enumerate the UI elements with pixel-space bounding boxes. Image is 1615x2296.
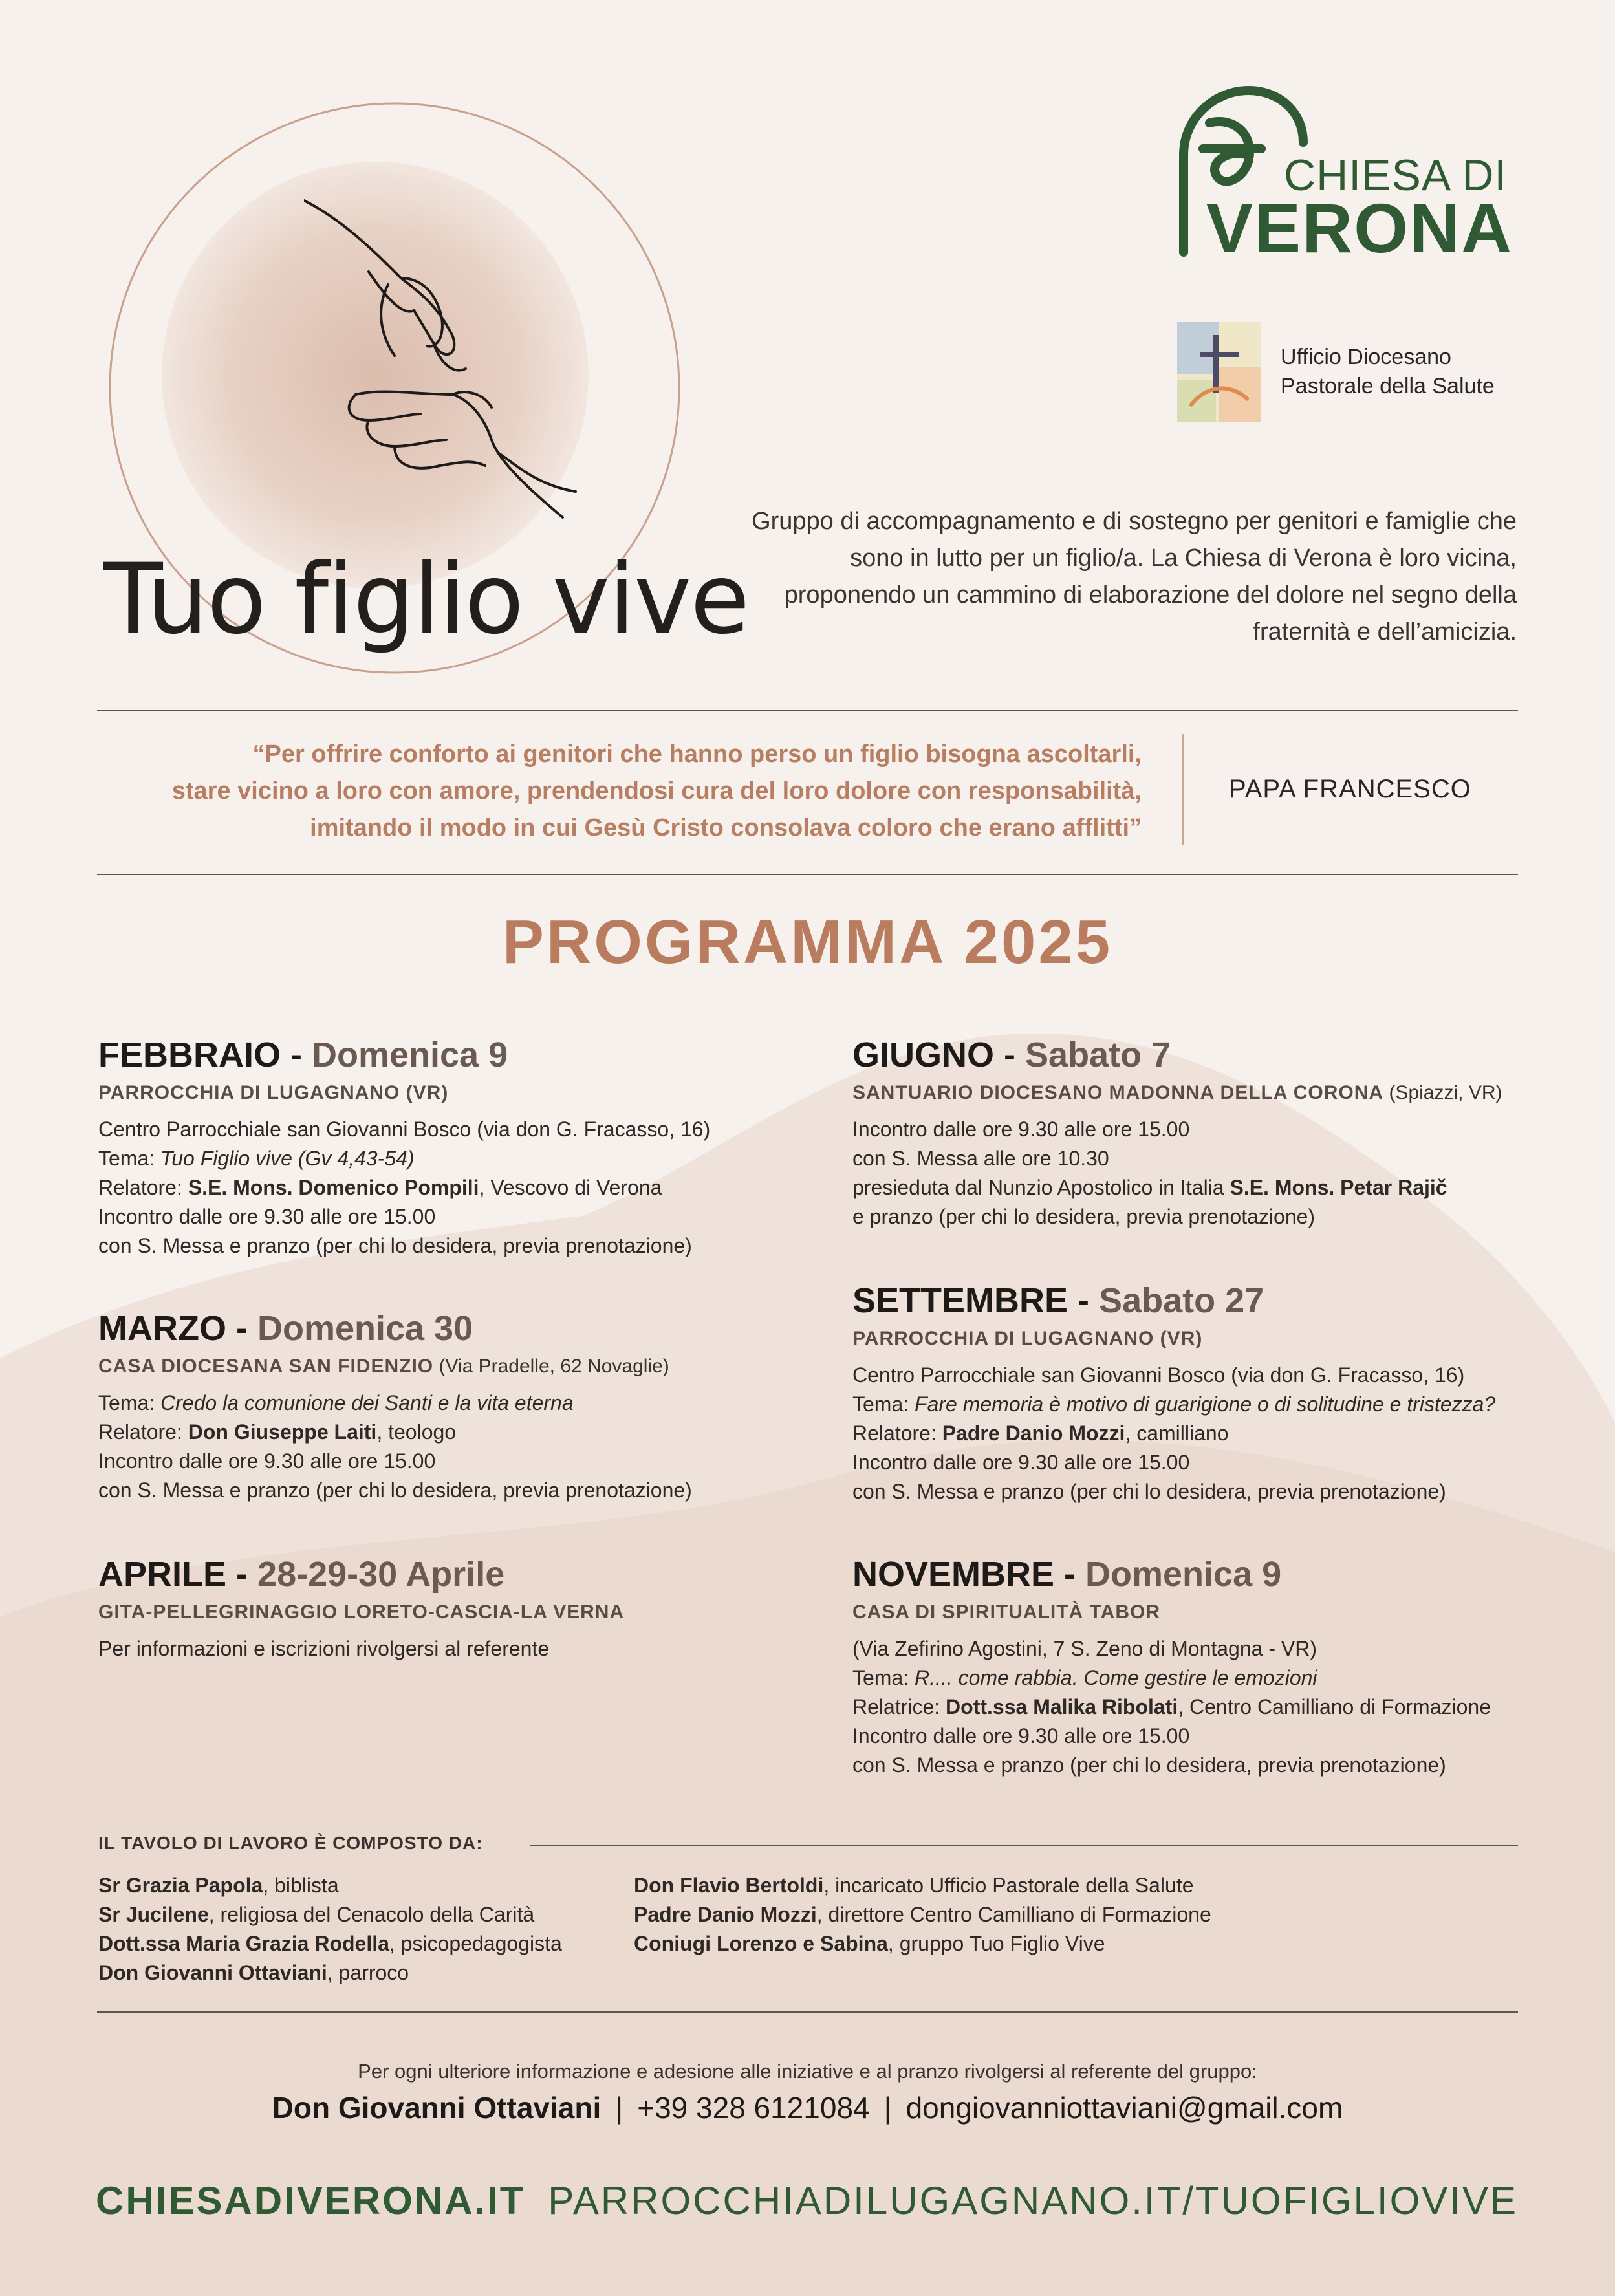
event-mass: con S. Messa e pranzo (per chi lo desidera, previa prenotazione) [98, 1478, 692, 1502]
event-theme [852, 1663, 1564, 1693]
event-theme [852, 1390, 1564, 1419]
event-details [98, 1389, 810, 1505]
speaker-role: , Vescovo di Verona [479, 1176, 662, 1199]
presider-name: S.E. Mons. Petar Rajič [1230, 1176, 1447, 1199]
event-place [98, 1354, 810, 1380]
event-month: SETTEMBRE [852, 1281, 1068, 1320]
speaker-name: Don Giuseppe Laiti [188, 1420, 377, 1444]
event-time: Incontro dalle ore 9.30 alle ore 15.00 [852, 1118, 1190, 1141]
event-speaker [852, 1693, 1564, 1722]
member-name: Dott.ssa Maria Grazia Rodella [98, 1932, 389, 1955]
label: Relatore: [98, 1176, 188, 1199]
divider-contact [97, 2011, 1518, 2013]
tavolo-title: IL TAVOLO DI LAVORO È COMPOSTO DA: [98, 1833, 483, 1853]
event-heading [98, 1306, 810, 1351]
event-speaker [98, 1173, 810, 1202]
label: presieduta dal Nunzio Apostolico in Italia [852, 1176, 1230, 1199]
event-presider [852, 1173, 1564, 1202]
theme-text: Tuo Figlio vive (Gv 4,43-54) [160, 1147, 415, 1170]
event-day: Domenica 9 [312, 1035, 508, 1074]
event-heading [852, 1032, 1564, 1078]
event-heading [852, 1278, 1564, 1323]
event-settembre [852, 1278, 1564, 1506]
contact-line [0, 2090, 1615, 2125]
event-mass: con S. Messa e pranzo (per chi lo desidera, previa prenotazione) [98, 1234, 692, 1257]
pope-quote [103, 736, 1142, 847]
pastorale-salute-icon [1177, 322, 1261, 422]
member-item [98, 1871, 562, 1900]
office-name [1281, 343, 1495, 401]
member-item [98, 1929, 562, 1958]
speaker-name: S.E. Mons. Domenico Pompili [188, 1176, 479, 1199]
place-name: CASA DIOCESANA SAN FIDENZIO [98, 1356, 434, 1377]
event-details [852, 1634, 1564, 1780]
place-name: SANTUARIO DIOCESANO MADONNA DELLA CORONA [852, 1082, 1384, 1103]
event-dash: - [1054, 1555, 1086, 1594]
event-day: 28-29-30 Aprile [257, 1555, 505, 1594]
event-aprile [98, 1552, 810, 1663]
member-role: , direttore Centro Camilliano di Formazione [816, 1903, 1211, 1926]
quote-author: PAPA FRANCESCO [1229, 775, 1471, 803]
theme-text: Credo la comunione dei Santi e la vita eterna [160, 1391, 574, 1414]
label: Tema: [852, 1666, 915, 1689]
member-role: , incaricato Ufficio Pastorale della Salute [823, 1874, 1194, 1897]
member-role: , biblista [263, 1874, 339, 1897]
member-name: Coniugi Lorenzo e Sabina [634, 1932, 888, 1955]
member-role: , gruppo Tuo Figlio Vive [887, 1932, 1105, 1955]
event-dash: - [1068, 1281, 1100, 1320]
member-name: Sr Jucilene [98, 1903, 209, 1926]
label: Relatore: [98, 1420, 188, 1444]
event-time: Incontro dalle ore 9.30 alle ore 15.00 [98, 1449, 436, 1473]
intro-paragraph: Gruppo di accompagnamento e di sostegno per genitori e famiglie che sono in lutto per un figlio/a. La Chiesa di Verona è loro vicina, proponendo un cammino di elaborazione del dolore nel segno della fraternità e dell’amicizia. [752, 508, 1517, 645]
event-place: CASA DI SPIRITUALITÀ TABOR [852, 1601, 1160, 1623]
member-item [98, 1958, 562, 1987]
member-name: Don Flavio Bertoldi [634, 1874, 824, 1897]
contact-phone[interactable]: +39 328 6121084 [637, 2091, 870, 2125]
member-name: Padre Danio Mozzi [634, 1903, 817, 1926]
website-chiesadiverona[interactable]: CHIESADIVERONA.IT [96, 2179, 526, 2222]
event-address: (Via Zefirino Agostini, 7 S. Zeno di Montagna - VR) [852, 1637, 1317, 1660]
quote-line-2: stare vicino a loro con amore, prendendosi cura del loro dolore con responsabilità, [171, 777, 1142, 805]
event-month: APRILE [98, 1555, 227, 1594]
speaker-role: , Centro Camilliano di Formazione [1178, 1695, 1491, 1718]
members-left [98, 1871, 562, 1987]
place-address: (Via Pradelle, 62 Novaglie) [433, 1356, 669, 1377]
member-role: , religiosa del Cenacolo della Carità [208, 1903, 535, 1926]
event-month: FEBBRAIO [98, 1035, 281, 1074]
event-heading [98, 1032, 810, 1078]
label: Tema: [852, 1392, 915, 1416]
event-day: Domenica 30 [257, 1309, 473, 1348]
event-dash: - [226, 1555, 258, 1594]
member-item [98, 1900, 562, 1929]
event-place: PARROCCHIA DI LUGAGNANO (VR) [98, 1082, 449, 1103]
hands-illustration [304, 181, 602, 543]
quote-line-1: “Per offrire conforto ai genitori che hanno perso un figlio bisogna ascoltarli, [252, 741, 1142, 768]
divider-top [97, 710, 1518, 711]
logo-text-verona: VERONA [1206, 189, 1513, 267]
contact-separator: | [615, 2091, 623, 2125]
label: Tema: [98, 1147, 161, 1170]
event-month: NOVEMBRE [852, 1555, 1055, 1594]
label: Tema: [98, 1391, 161, 1414]
event-speaker [852, 1419, 1564, 1448]
divider-programma [97, 874, 1518, 875]
event-heading [98, 1552, 810, 1597]
event-giugno [852, 1032, 1564, 1231]
speaker-name: Padre Danio Mozzi [942, 1422, 1125, 1445]
label: Relatore: [852, 1422, 942, 1445]
event-details [852, 1115, 1564, 1231]
event-lunch: e pranzo (per chi lo desidera, previa prenotazione) [852, 1205, 1316, 1228]
event-day: Domenica 9 [1085, 1555, 1282, 1594]
member-role: , psicopedagogista [389, 1932, 562, 1955]
event-time: Incontro dalle ore 9.30 alle ore 15.00 [852, 1724, 1190, 1748]
label: Relatrice: [852, 1695, 946, 1718]
quote-line-3: imitando il modo in cui Gesù Cristo consolava coloro che erano afflitti” [310, 814, 1142, 841]
member-item [634, 1900, 1211, 1929]
event-theme [98, 1389, 810, 1418]
office-line-1: Ufficio Diocesano [1281, 345, 1451, 369]
theme-text: Fare memoria è motivo di guarigione o di solitudine e tristezza? [915, 1392, 1496, 1416]
event-details [98, 1115, 810, 1261]
main-title: Tuo figlio vive [103, 543, 749, 656]
theme-text: R.... come rabbia. Come gestire le emozioni [915, 1666, 1317, 1689]
event-details [98, 1634, 810, 1663]
event-marzo [98, 1306, 810, 1505]
event-speaker [98, 1418, 810, 1447]
event-time: Incontro dalle ore 9.30 alle ore 15.00 [98, 1205, 436, 1228]
event-detail-line: Centro Parrocchiale san Giovanni Bosco (via don G. Fracasso, 16) [98, 1118, 711, 1141]
event-febbraio [98, 1032, 810, 1261]
event-place: PARROCCHIA DI LUGAGNANO (VR) [852, 1328, 1203, 1349]
member-name: Don Giovanni Ottaviani [98, 1961, 327, 1984]
event-info: Per informazioni e iscrizioni rivolgersi al referente [98, 1637, 550, 1660]
speaker-role: , camilliano [1125, 1422, 1229, 1445]
divider-tavolo [530, 1845, 1518, 1846]
event-month: GIUGNO [852, 1035, 995, 1074]
quote-separator [1182, 734, 1184, 845]
programma-title: PROGRAMMA 2025 [502, 907, 1113, 977]
contact-note: Per ogni ulteriore informazione e adesione alle iniziative e al pranzo rivolgersi al referente del gruppo: [358, 2060, 1257, 2083]
member-name: Sr Grazia Papola [98, 1874, 263, 1897]
member-item [634, 1929, 1211, 1958]
event-day: Sabato 27 [1099, 1281, 1264, 1320]
event-heading [852, 1552, 1564, 1597]
member-role: , parroco [327, 1961, 409, 1984]
members-right [634, 1871, 1211, 1958]
speaker-role: , teologo [376, 1420, 457, 1444]
office-line-2: Pastorale della Salute [1281, 374, 1495, 398]
contact-separator: | [883, 2091, 892, 2125]
event-dash: - [281, 1035, 312, 1074]
event-mass: con S. Messa e pranzo (per chi lo desidera, previa prenotazione) [852, 1753, 1446, 1777]
event-theme [98, 1144, 810, 1173]
event-mass: con S. Messa alle ore 10.30 [852, 1147, 1109, 1170]
event-day: Sabato 7 [1025, 1035, 1171, 1074]
contact-name: Don Giovanni Ottaviani [272, 2091, 602, 2125]
event-month: MARZO [98, 1309, 226, 1348]
speaker-name: Dott.ssa Malika Ribolati [946, 1695, 1178, 1718]
logo-text-chiesa-di: CHIESA DI [1284, 151, 1508, 200]
member-item [634, 1871, 1211, 1900]
event-place [852, 1080, 1564, 1106]
event-details [852, 1361, 1564, 1506]
place-address: (Spiazzi, VR) [1383, 1082, 1502, 1103]
event-time: Incontro dalle ore 9.30 alle ore 15.00 [852, 1451, 1190, 1474]
website-lugagnano[interactable]: PARROCCHIADILUGAGNANO.IT/TUOFIGLIOVIVE [548, 2179, 1518, 2222]
event-place: GITA-PELLEGRINAGGIO LORETO-CASCIA-LA VERNA [98, 1601, 625, 1623]
event-dash: - [994, 1035, 1026, 1074]
event-novembre [852, 1552, 1564, 1780]
event-mass: con S. Messa e pranzo (per chi lo desidera, previa prenotazione) [852, 1480, 1446, 1503]
event-dash: - [226, 1309, 257, 1348]
contact-email[interactable]: dongiovanniottaviani@gmail.com [905, 2091, 1343, 2125]
event-detail-line: Centro Parrocchiale san Giovanni Bosco (via don G. Fracasso, 16) [852, 1363, 1465, 1387]
